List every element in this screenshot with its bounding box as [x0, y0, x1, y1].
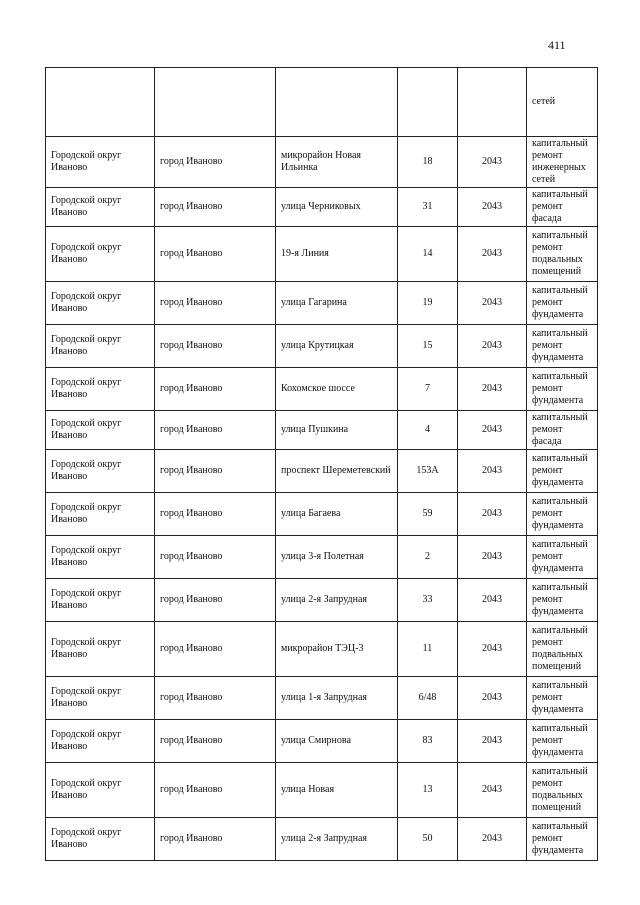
year-cell: 2043: [458, 325, 527, 368]
house-number-cell: 7: [398, 368, 458, 411]
repair-type-cell: капитальный ремонт фундамента: [527, 368, 598, 411]
settlement-cell: [155, 68, 276, 137]
repair-type-cell: капитальный ремонт фундамента: [527, 579, 598, 622]
repair-type-cell: капитальный ремонт подвальных помещений: [527, 227, 598, 282]
table-row: [46, 368, 598, 411]
municipality-cell: Городской округ Иваново: [46, 536, 155, 579]
settlement-cell: город Иваново: [155, 137, 276, 188]
repair-type-cell: капитальный ремонт фасада: [527, 188, 598, 227]
settlement-cell: город Иваново: [155, 579, 276, 622]
street-cell: улица Гагарина: [276, 282, 398, 325]
house-number-cell: 59: [398, 493, 458, 536]
repair-type-cell: капитальный ремонт фундамента: [527, 450, 598, 493]
municipality-cell: Городской округ Иваново: [46, 282, 155, 325]
municipality-cell: Городской округ Иваново: [46, 493, 155, 536]
municipality-cell: Городской округ Иваново: [46, 818, 155, 861]
house-number-cell: 13: [398, 763, 458, 818]
capital-repair-table: [45, 67, 598, 861]
repair-type-cell: капитальный ремонт фундамента: [527, 720, 598, 763]
settlement-cell: город Иваново: [155, 325, 276, 368]
municipality-cell: [46, 68, 155, 137]
year-cell: 2043: [458, 411, 527, 450]
municipality-cell: Городской округ Иваново: [46, 137, 155, 188]
repair-type-cell: капитальный ремонт инженерных сетей: [527, 137, 598, 188]
table-row: [46, 188, 598, 227]
repair-type-cell: капитальный ремонт фундамента: [527, 536, 598, 579]
settlement-cell: город Иваново: [155, 622, 276, 677]
year-cell: [458, 68, 527, 137]
settlement-cell: город Иваново: [155, 493, 276, 536]
year-cell: 2043: [458, 720, 527, 763]
settlement-cell: город Иваново: [155, 818, 276, 861]
table-row: [46, 68, 598, 137]
year-cell: 2043: [458, 137, 527, 188]
municipality-cell: Городской округ Иваново: [46, 720, 155, 763]
settlement-cell: город Иваново: [155, 227, 276, 282]
year-cell: 2043: [458, 188, 527, 227]
street-cell: улица 2-я Запрудная: [276, 579, 398, 622]
municipality-cell: Городской округ Иваново: [46, 450, 155, 493]
street-cell: улица Багаева: [276, 493, 398, 536]
house-number-cell: 153А: [398, 450, 458, 493]
municipality-cell: Городской округ Иваново: [46, 188, 155, 227]
table-row: [46, 450, 598, 493]
year-cell: 2043: [458, 493, 527, 536]
municipality-cell: Городской округ Иваново: [46, 325, 155, 368]
repair-type-cell: капитальный ремонт подвальных помещений: [527, 622, 598, 677]
settlement-cell: город Иваново: [155, 677, 276, 720]
settlement-cell: город Иваново: [155, 411, 276, 450]
house-number-cell: 18: [398, 137, 458, 188]
year-cell: 2043: [458, 818, 527, 861]
municipality-cell: Городской округ Иваново: [46, 763, 155, 818]
repair-type-cell: капитальный ремонт фундамента: [527, 677, 598, 720]
settlement-cell: город Иваново: [155, 368, 276, 411]
settlement-cell: город Иваново: [155, 720, 276, 763]
street-cell: улица 1-я Запрудная: [276, 677, 398, 720]
table-row: [46, 677, 598, 720]
repair-type-cell: капитальный ремонт фасада: [527, 411, 598, 450]
table-row: [46, 622, 598, 677]
year-cell: 2043: [458, 282, 527, 325]
repair-type-cell: сетей: [527, 68, 598, 137]
settlement-cell: город Иваново: [155, 763, 276, 818]
house-number-cell: [398, 68, 458, 137]
house-number-cell: 83: [398, 720, 458, 763]
municipality-cell: Городской округ Иваново: [46, 579, 155, 622]
repair-type-cell: капитальный ремонт фундамента: [527, 282, 598, 325]
year-cell: 2043: [458, 450, 527, 493]
settlement-cell: город Иваново: [155, 188, 276, 227]
table-row: [46, 411, 598, 450]
table-row: [46, 763, 598, 818]
street-cell: проспект Шереметевский: [276, 450, 398, 493]
house-number-cell: 33: [398, 579, 458, 622]
street-cell: улица Новая: [276, 763, 398, 818]
table-row: [46, 818, 598, 861]
house-number-cell: 50: [398, 818, 458, 861]
repair-type-cell: капитальный ремонт фундамента: [527, 325, 598, 368]
municipality-cell: Городской округ Иваново: [46, 368, 155, 411]
house-number-cell: 19: [398, 282, 458, 325]
year-cell: 2043: [458, 579, 527, 622]
street-cell: микрорайон Новая Ильинка: [276, 137, 398, 188]
table-row: [46, 579, 598, 622]
table-row: [46, 227, 598, 282]
table-row: [46, 137, 598, 188]
repair-type-cell: капитальный ремонт фундамента: [527, 493, 598, 536]
settlement-cell: город Иваново: [155, 450, 276, 493]
house-number-cell: 6/48: [398, 677, 458, 720]
street-cell: улица Смирнова: [276, 720, 398, 763]
repair-type-cell: капитальный ремонт фундамента: [527, 818, 598, 861]
street-cell: улица 3-я Полетная: [276, 536, 398, 579]
year-cell: 2043: [458, 677, 527, 720]
street-cell: улица Крутицкая: [276, 325, 398, 368]
street-cell: улица Пушкина: [276, 411, 398, 450]
street-cell: улица 2-я Запрудная: [276, 818, 398, 861]
house-number-cell: 14: [398, 227, 458, 282]
year-cell: 2043: [458, 368, 527, 411]
street-cell: микрорайон ТЭЦ-3: [276, 622, 398, 677]
year-cell: 2043: [458, 227, 527, 282]
street-cell: [276, 68, 398, 137]
page-number: 411: [548, 38, 566, 52]
table-row: [46, 282, 598, 325]
house-number-cell: 15: [398, 325, 458, 368]
year-cell: 2043: [458, 536, 527, 579]
municipality-cell: Городской округ Иваново: [46, 227, 155, 282]
settlement-cell: город Иваново: [155, 536, 276, 579]
street-cell: 19-я Линия: [276, 227, 398, 282]
year-cell: 2043: [458, 622, 527, 677]
house-number-cell: 4: [398, 411, 458, 450]
repair-type-cell: капитальный ремонт подвальных помещений: [527, 763, 598, 818]
house-number-cell: 31: [398, 188, 458, 227]
municipality-cell: Городской округ Иваново: [46, 411, 155, 450]
table-row: [46, 325, 598, 368]
house-number-cell: 11: [398, 622, 458, 677]
house-number-cell: 2: [398, 536, 458, 579]
street-cell: улица Черниковых: [276, 188, 398, 227]
settlement-cell: город Иваново: [155, 282, 276, 325]
table-row: [46, 493, 598, 536]
street-cell: Кохомское шоссе: [276, 368, 398, 411]
municipality-cell: Городской округ Иваново: [46, 622, 155, 677]
table-row: [46, 720, 598, 763]
table-row: [46, 536, 598, 579]
year-cell: 2043: [458, 763, 527, 818]
municipality-cell: Городской округ Иваново: [46, 677, 155, 720]
